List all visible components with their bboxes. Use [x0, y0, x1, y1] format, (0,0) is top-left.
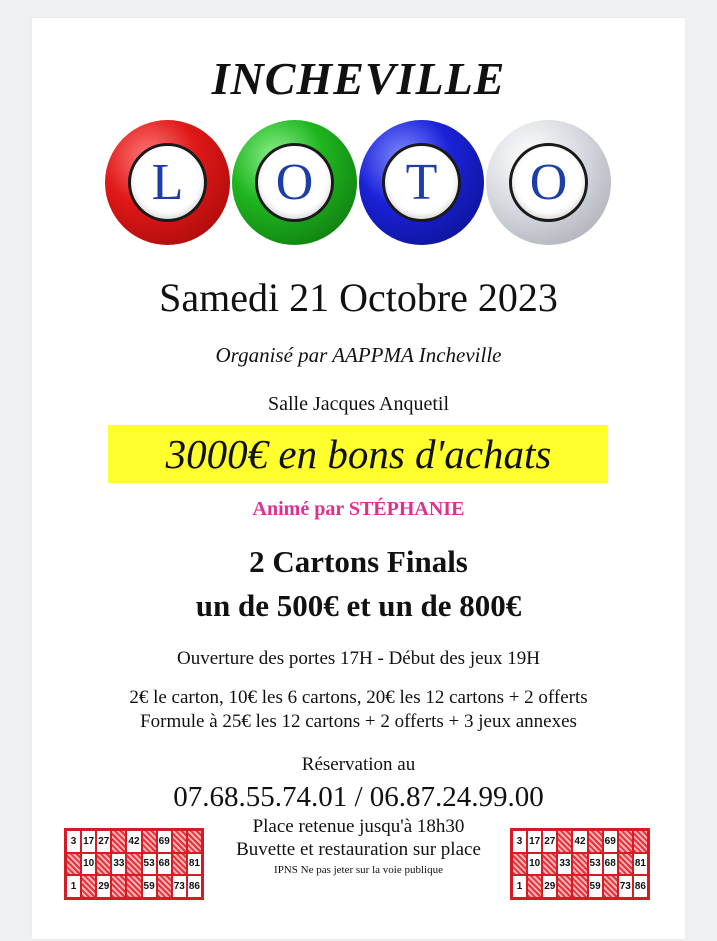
ball-letter-l: L: [128, 143, 207, 222]
bingo-cell: [633, 830, 648, 853]
bingo-cell: 33: [111, 853, 126, 876]
bingo-cell: [126, 853, 141, 876]
bingo-cell: [557, 875, 572, 898]
bingo-cell: [172, 830, 187, 853]
bingo-cell: 69: [157, 830, 172, 853]
bingo-cell: [157, 875, 172, 898]
bingo-cell: 29: [542, 875, 557, 898]
bingo-cell: 81: [187, 853, 202, 876]
bingo-cell: [126, 875, 141, 898]
bingo-cell: 86: [187, 875, 202, 898]
reservation-label: Réservation au: [301, 754, 416, 775]
bingo-cell: 53: [588, 853, 603, 876]
bingo-cell: 86: [633, 875, 648, 898]
bingo-cell: [603, 875, 618, 898]
bingo-cell: [527, 875, 542, 898]
ipns-notice: IPNS Ne pas jeter sur la voie publique: [274, 864, 443, 876]
bingo-cell: 1: [512, 875, 527, 898]
bingo-card-right: [510, 828, 650, 900]
bingo-cell: [142, 830, 157, 853]
event-date: Samedi 21 Octobre 2023: [159, 275, 558, 320]
prices-line-2: Formule à 25€ les 12 cartons + 2 offerts + 3 jeux annexes: [140, 711, 577, 732]
bingo-cell: 27: [96, 830, 111, 853]
bingo-cell: 68: [157, 853, 172, 876]
poster-town-title: INCHEVILLE: [211, 53, 506, 104]
bingo-cell: 68: [603, 853, 618, 876]
bingo-cell: 59: [588, 875, 603, 898]
finals-title: 2 Cartons Finals: [249, 544, 468, 579]
bingo-card-left: [64, 828, 204, 900]
bingo-cell: [557, 830, 572, 853]
bingo-cell: [111, 830, 126, 853]
bingo-cell: 27: [542, 830, 557, 853]
bingo-cell: 3: [512, 830, 527, 853]
blue-ball: [359, 120, 484, 245]
bingo-cell: 29: [96, 875, 111, 898]
bingo-cell: [81, 875, 96, 898]
bingo-cell: 42: [572, 830, 587, 853]
host: Animé par STÉPHANIE: [252, 498, 465, 520]
bingo-cell: [172, 853, 187, 876]
ball-letter-t: T: [382, 143, 461, 222]
bingo-cell: 10: [527, 853, 542, 876]
loto-balls: [105, 120, 615, 245]
bingo-cell: 42: [126, 830, 141, 853]
bingo-cell: 3: [66, 830, 81, 853]
bingo-cell: 33: [557, 853, 572, 876]
place-retained: Place retenue jusqu'à 18h30: [252, 816, 465, 837]
buvette: Buvette et restauration sur place: [236, 839, 481, 860]
bingo-cell: 17: [527, 830, 542, 853]
bingo-cell: 69: [603, 830, 618, 853]
opening-times: Ouverture des portes 17H - Début des jeux 19H: [176, 648, 541, 669]
bingo-cell: 73: [618, 875, 633, 898]
finals-amounts: un de 500€ et un de 800€: [195, 588, 522, 623]
bingo-cell: [187, 830, 202, 853]
green-ball: [232, 120, 357, 245]
bingo-cell: [111, 875, 126, 898]
bingo-cell: 81: [633, 853, 648, 876]
bingo-cell: [588, 830, 603, 853]
bingo-cell: [66, 853, 81, 876]
bingo-cell: 59: [142, 875, 157, 898]
red-ball: [105, 120, 230, 245]
ball-letter-o: O: [255, 143, 334, 222]
prices-line-1: 2€ le carton, 10€ les 6 cartons, 20€ les 12 cartons + 2 offerts: [129, 687, 588, 708]
prize-headline: 3000€ en bons d'achats: [165, 431, 552, 477]
white-ball: [486, 120, 611, 245]
phone-numbers: 07.68.55.74.01 / 06.87.24.99.00: [173, 781, 544, 813]
bingo-cell: [618, 853, 633, 876]
bingo-cell: [96, 853, 111, 876]
bingo-cell: [542, 853, 557, 876]
bingo-cell: 53: [142, 853, 157, 876]
organizer: Organisé par AAPPMA Incheville: [215, 343, 502, 367]
bingo-cell: 73: [172, 875, 187, 898]
venue: Salle Jacques Anquetil: [267, 393, 450, 415]
bingo-cell: 10: [81, 853, 96, 876]
bingo-cell: [618, 830, 633, 853]
bingo-cell: [512, 853, 527, 876]
bingo-cell: 1: [66, 875, 81, 898]
bingo-cell: 17: [81, 830, 96, 853]
ball-letter-o-2: O: [509, 143, 588, 222]
bingo-cell: [572, 875, 587, 898]
bingo-cell: [572, 853, 587, 876]
